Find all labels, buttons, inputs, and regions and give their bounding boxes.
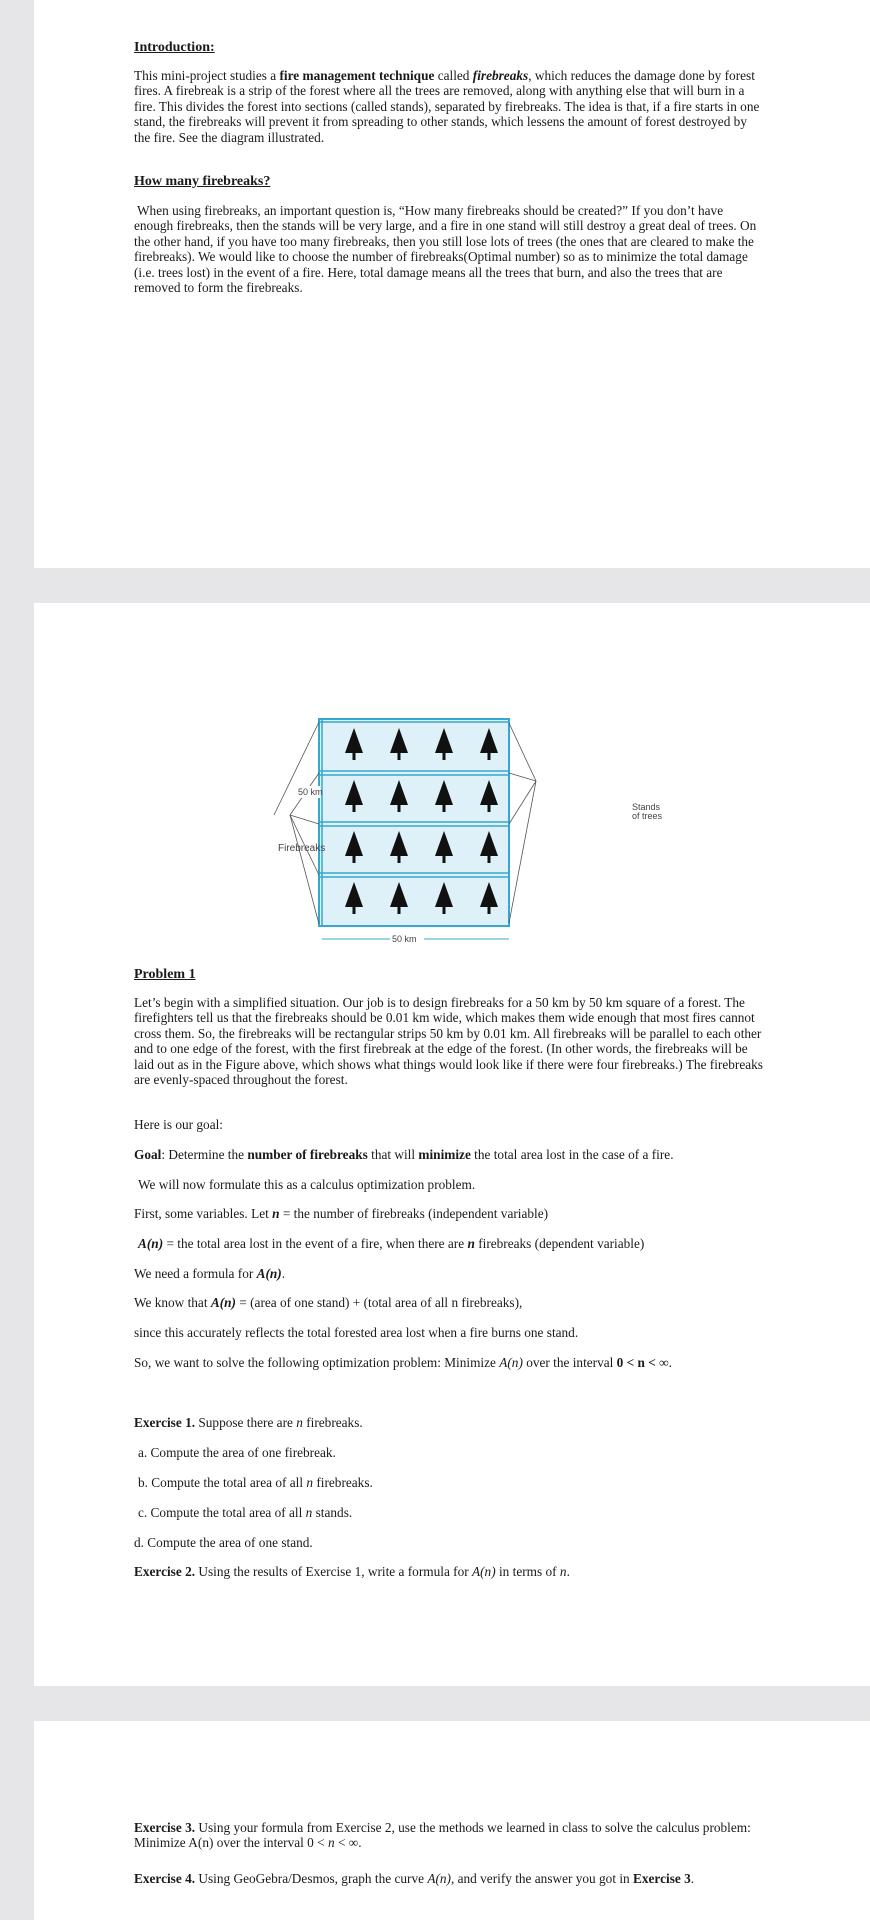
exercise1-line: Exercise 1. Suppose there are n firebreaks. (134, 1415, 363, 1430)
since-line: since this accurately reflects the total forested area lost when a fire burns one stand. (134, 1325, 579, 1340)
intro-heading: Introduction: (134, 40, 215, 55)
stands-label: Stands of trees (632, 802, 663, 821)
exercise1-b: b. Compute the total area of all n firebreaks. (138, 1475, 373, 1490)
need-formula-line: We need a formula for A(n). (134, 1266, 286, 1281)
goal-intro: Here is our goal: (134, 1117, 223, 1132)
exercise1-c: c. Compute the total area of all n stands. (138, 1505, 353, 1520)
formulate-line: We will now formulate this as a calculus optimization problem. (138, 1177, 476, 1192)
exercise1-a: a. Compute the area of one firebreak. (138, 1445, 336, 1460)
firebreaks-label: Firebreaks (278, 843, 326, 854)
side-50km-label: 50 km (298, 787, 323, 797)
intro-paragraph: This mini-project studies a fire management technique called firebreaks, which reduces the damage done by forest fires. A firebreak is a strip of the forest where all the trees are removed, along with anything else that will burn in a fire. This divides the forest into sections (called stands), separated by firebreaks. The idea is that, if a fire starts in one stand, the firebreaks will prevent it from spreading to other stands, which lessens the amount of forest destroyed by the fire. See the diagram illustrated. (134, 68, 760, 145)
variables-line: First, some variables. Let n = the number of firebreaks (independent variable) (134, 1206, 549, 1221)
exercise2-line: Exercise 2. Using the results of Exercise 1, write a formula for A(n) in terms of n. (134, 1564, 570, 1579)
an-definition-line: A(n) = the total area lost in the event of a fire, when there are n firebreaks (dependent variable) (138, 1236, 645, 1251)
how-many-heading: How many firebreaks? (134, 174, 271, 189)
optimization-line: So, we want to solve the following optimization problem: Minimize A(n) over the interval 0 < n < ∞. (134, 1355, 672, 1370)
firebreaks-pointer (274, 722, 319, 924)
know-line: We know that A(n) = (area of one stand) + (total area of all n firebreaks), (134, 1295, 523, 1310)
how-many-paragraph: When using firebreaks, an important question is, “How many firebreaks should be created?” If you don’t have enough firebreaks, then the stands will be very large, and a fire in one stand will still destroy a great deal of trees. On the other hand, if you have too many firebreaks, then you still lose lots of trees (the ones that are cleared to make the firebreaks). We would like to choose the number of firebreaks(Optimal number) so as to minimize the total damage (i.e. trees lost) in the event of a fire. Here, total damage means all the trees that burn, and also the trees that are removed to form the firebreaks. (134, 203, 757, 296)
page-2 (34, 603, 870, 1686)
goal-line: Goal: Determine the number of firebreaks that will minimize the total area lost in the case of a fire. (134, 1147, 674, 1162)
page-1 (34, 0, 870, 568)
page-3 (34, 1721, 870, 1920)
problem1-heading: Problem 1 (134, 967, 196, 982)
firebreak-diagram (264, 713, 544, 944)
problem1-paragraph: Let’s begin with a simplified situation. Our job is to design firebreaks for a 50 km by 50 km square of a forest. The firefighters tell us that the firebreaks should be 0.01 km wide, which makes them wide enough that most fires cannot cross them. So, the firebreaks will be rectangular strips 50 km by 0.01 km. All firebreaks will be parallel to each other and to one edge of the forest, with the first firebreak at the edge of the forest. (In other words, the firebreaks will be laid out as in the Figure above, which shows what things would look like if there were four firebreaks.) The firebreaks are evenly-spaced throughout the forest. (134, 995, 763, 1088)
exercise1-d: d. Compute the area of one stand. (134, 1535, 313, 1550)
stands-pointer (509, 723, 536, 923)
exercise3-paragraph: Exercise 3. Using your formula from Exercise 2, use the methods we learned in class to solve the calculus problem: Minimize A(n) over the interval 0 < n < ∞. (134, 1820, 751, 1851)
bottom-50km-label: 50 km (392, 934, 417, 944)
exercise4-line: Exercise 4. Using GeoGebra/Desmos, graph the curve A(n), and verify the answer you got in Exercise 3. (134, 1871, 695, 1886)
